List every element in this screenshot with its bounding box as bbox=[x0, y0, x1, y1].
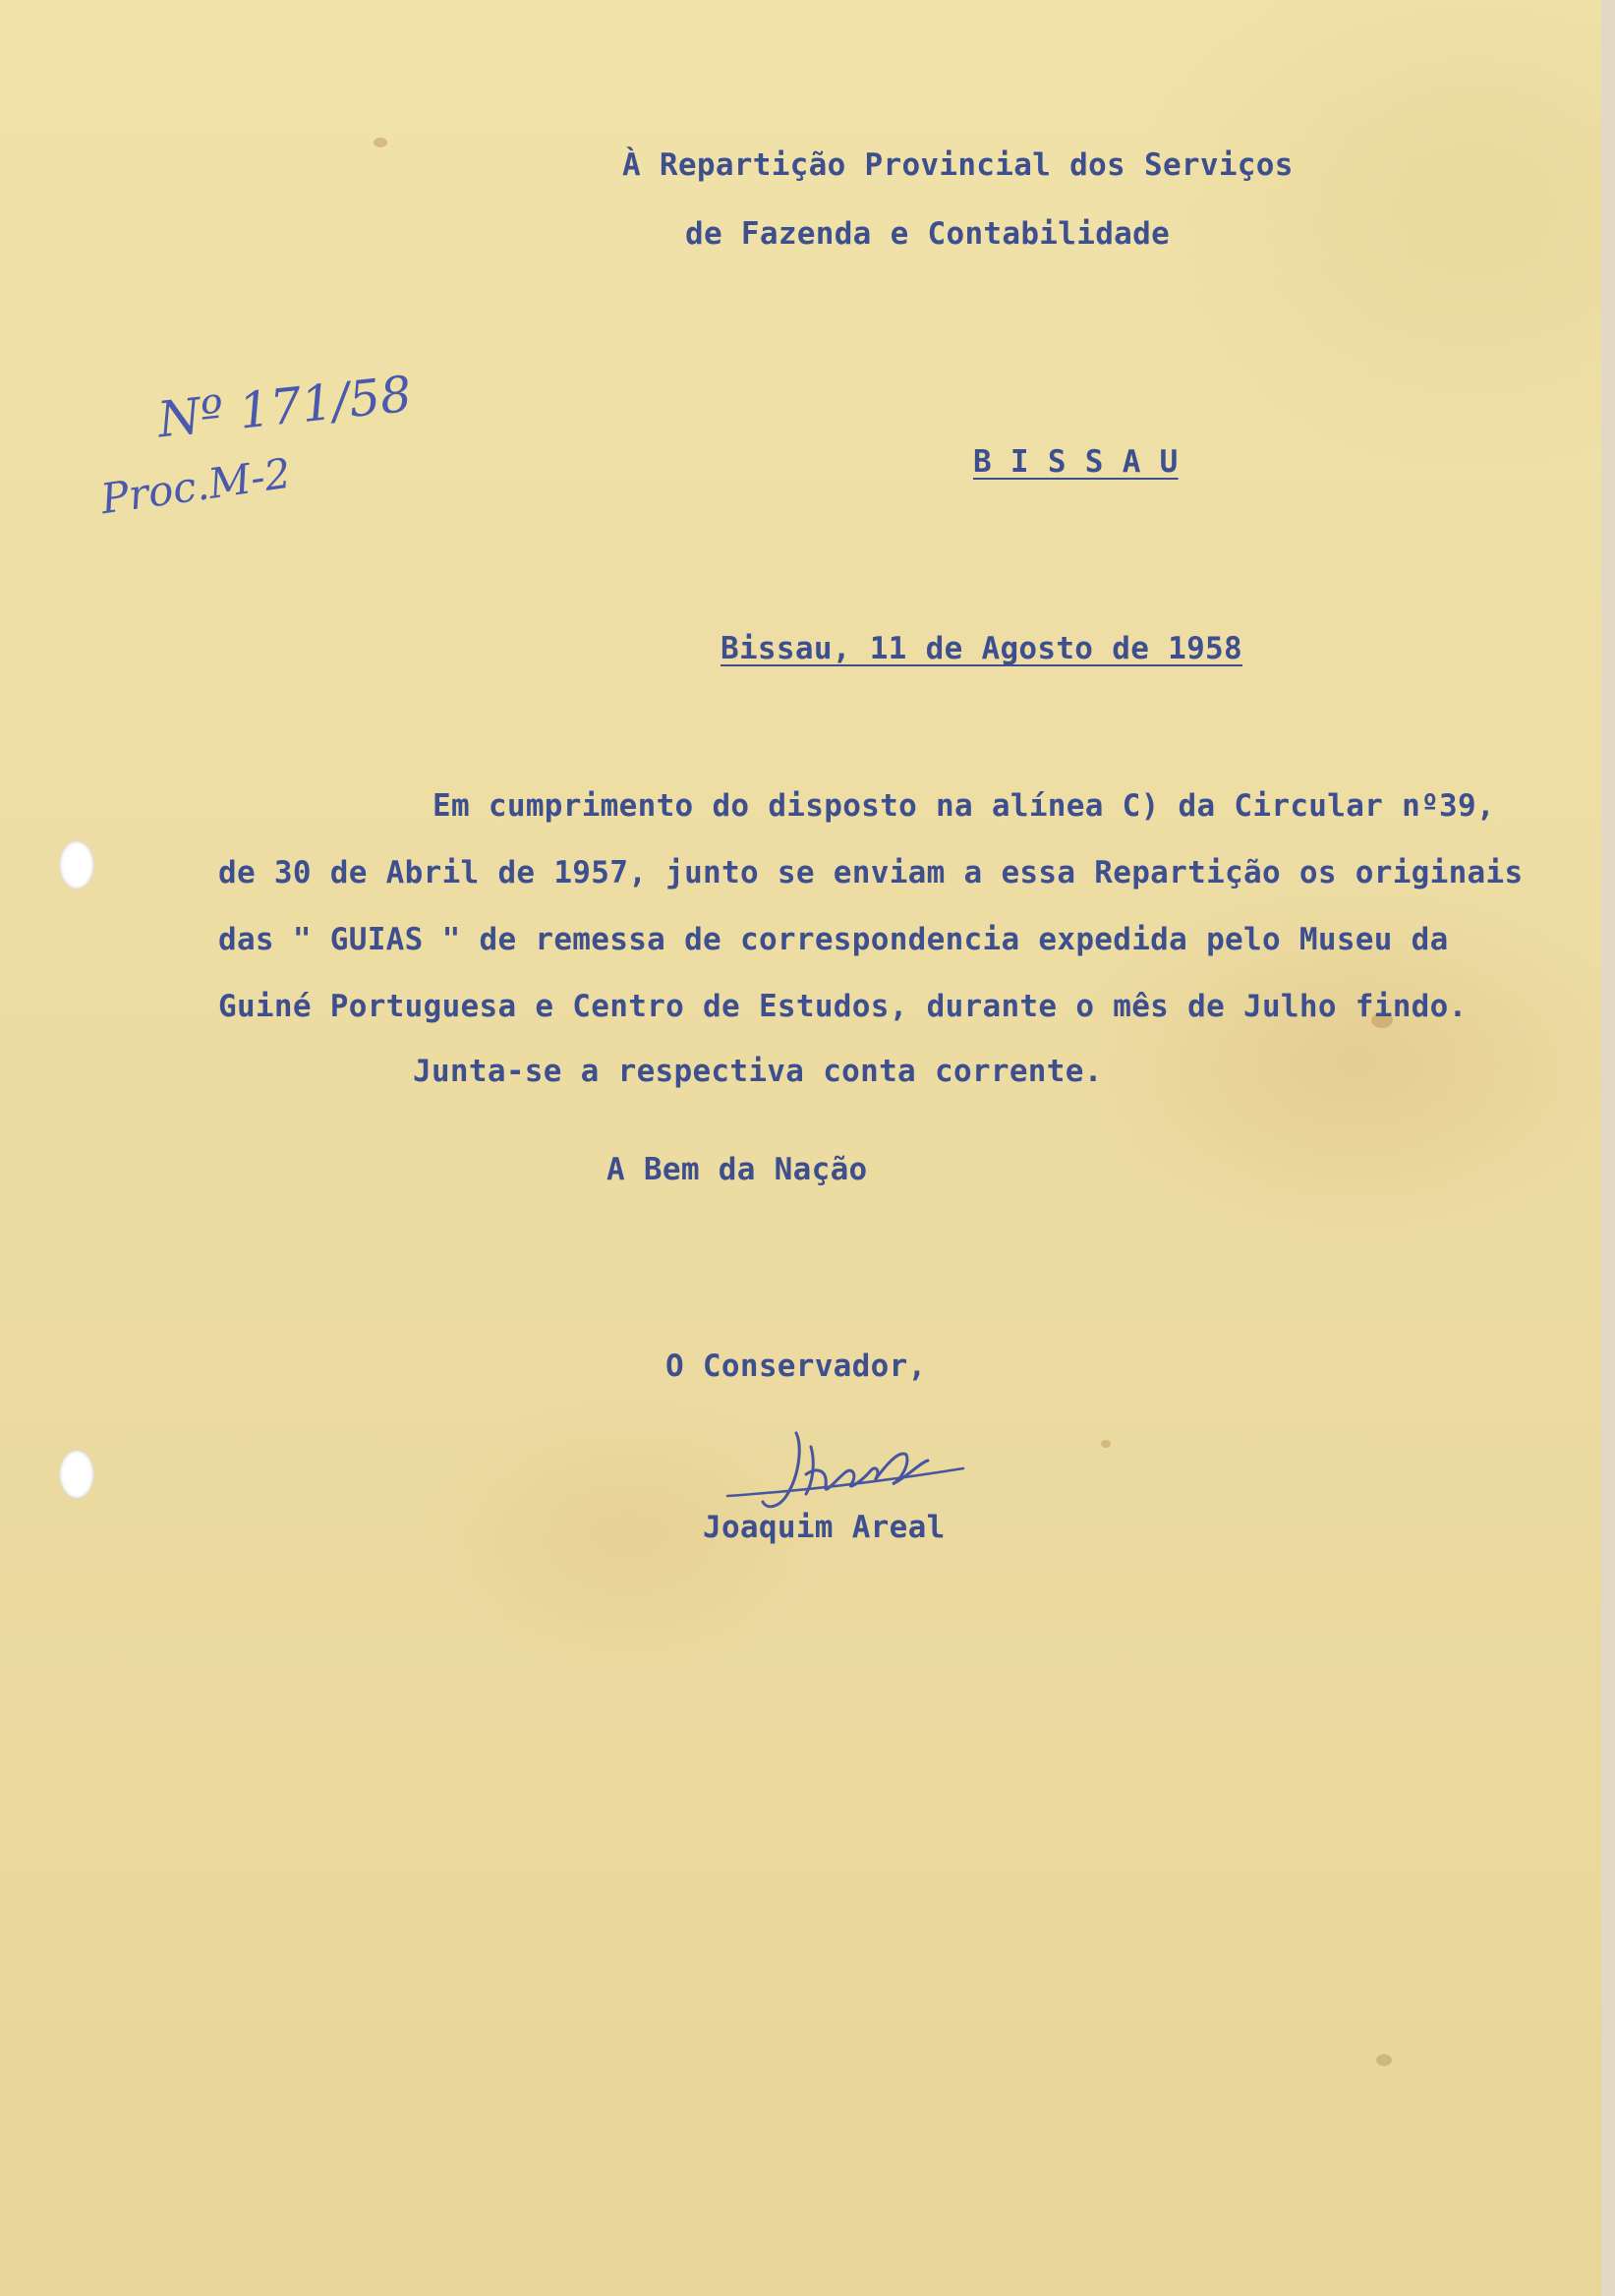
stain-spot bbox=[374, 138, 387, 147]
stain-spot bbox=[1376, 2054, 1392, 2066]
handwritten-signature bbox=[718, 1415, 973, 1523]
punch-hole-bottom bbox=[59, 1450, 94, 1499]
body-line-1: Em cumprimento do disposto na alínea C) da Circular nº39, bbox=[433, 788, 1495, 824]
body-line-4: Guiné Portuguesa e Centro de Estudos, durante o mês de Julho findo. bbox=[218, 989, 1468, 1024]
signatory-name: Joaquim Areal bbox=[703, 1510, 946, 1545]
body-line-3: das " GUIAS " de remessa de correspondencia expedida pelo Museu da bbox=[218, 922, 1449, 957]
closing-salutation: A Bem da Nação bbox=[606, 1152, 868, 1187]
city-heading: B I S S A U bbox=[973, 444, 1179, 480]
handwritten-process-code: Proc.M-2 bbox=[97, 448, 294, 524]
addressee-line-2: de Fazenda e Contabilidade bbox=[685, 216, 1171, 252]
handwritten-reference-number: Nº 171/58 bbox=[154, 365, 415, 449]
body-line-2: de 30 de Abril de 1957, junto se enviam a essa Repartição os originais bbox=[218, 855, 1524, 890]
punch-hole-top bbox=[59, 840, 94, 890]
stain-spot bbox=[1101, 1440, 1111, 1448]
body-line-5: Junta-se a respectiva conta corrente. bbox=[413, 1054, 1103, 1089]
addressee-line-1: À Repartição Provincial dos Serviços bbox=[622, 147, 1294, 183]
signatory-title: O Conservador, bbox=[665, 1349, 927, 1384]
letter-date: Bissau, 11 de Agosto de 1958 bbox=[721, 631, 1242, 666]
